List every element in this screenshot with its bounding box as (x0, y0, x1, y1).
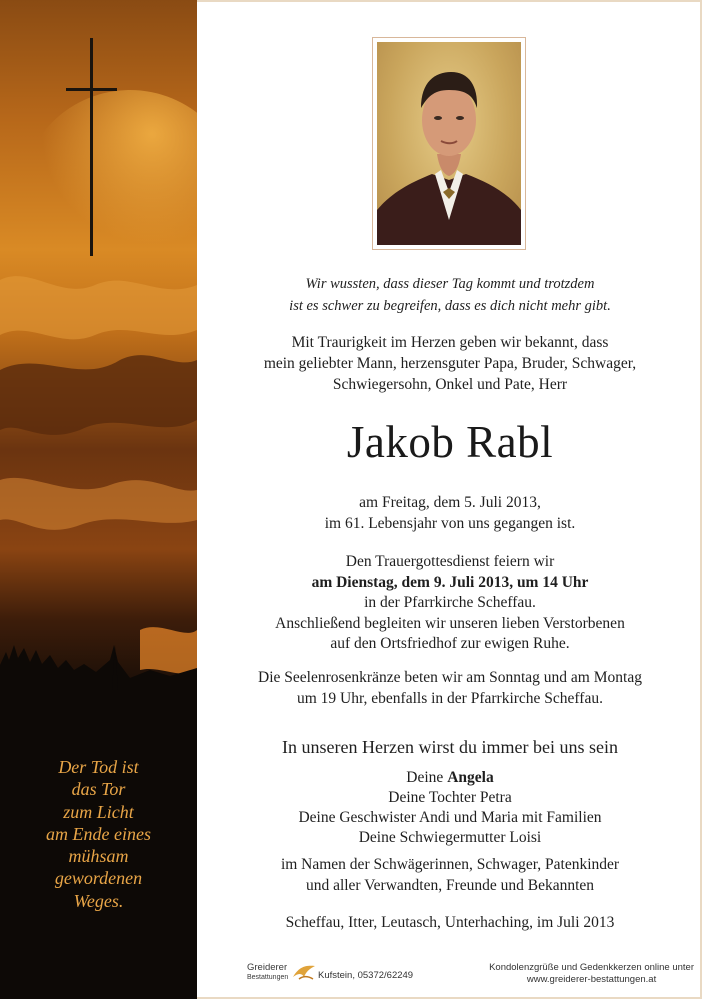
quote-line: Der Tod ist (58, 757, 139, 777)
funeral-service-text (210, 552, 690, 655)
family-line: Deine Geschwister Andi und Maria mit Familien (298, 809, 602, 826)
announcement-line: Mit Traurigkeit im Herzen geben wir bekannt, dass (291, 334, 609, 351)
online-condolences (489, 962, 694, 985)
quote-line: zum Licht (63, 801, 134, 822)
rosary-line: um 19 Uhr, ebenfalls in der Pfarrkirche Scheffau. (297, 689, 603, 707)
intro-line: ist es schwer zu begreifen, dass es dich nicht mehr gibt. (289, 298, 611, 314)
family-prefix: Deine (406, 769, 444, 786)
website-link[interactable]: www.greiderer-bestattungen.at (526, 973, 657, 985)
dove-logo-icon (291, 963, 317, 983)
service-date: am Dienstag, dem 9. Juli 2013, um 14 Uhr (311, 573, 589, 591)
sidebar-quote (0, 756, 197, 912)
death-line: im 61. Lebensjahr von uns gegangen ist. (324, 515, 576, 532)
family-name-angela: Angela (447, 769, 494, 786)
death-line: am Freitag, dem 5. Juli 2013, (359, 494, 541, 511)
quote-line: gewordenen (54, 868, 143, 889)
announcement-line: Schwiegersohn, Onkel und Pate, Herr (332, 376, 568, 393)
service-line: in der Pfarrkirche Scheffau. (364, 594, 536, 611)
family-list (210, 768, 690, 848)
service-line: Den Trauergottesdienst feiern wir (345, 553, 555, 570)
place-date: Scheffau, Itter, Leutasch, Unterhaching, im Juli 2013 (285, 914, 615, 931)
quote-line: mühsam (68, 846, 129, 867)
sidebar-panel (0, 0, 197, 999)
portrait-photo (372, 37, 526, 250)
portrait-image (377, 42, 521, 245)
memorial-line: In unseren Herzen wirst du immer bei uns sein (282, 737, 618, 757)
phone-contact: Kufstein, 05372/62249 (318, 970, 414, 981)
brand-subtitle: Bestattungen (247, 974, 289, 981)
family-line: Deine Schwiegermutter Loisi (358, 829, 542, 846)
quote-line: das Tor (71, 779, 126, 800)
online-line: Kondolenzgrüße und Gedenkkerzen online unter (489, 962, 694, 973)
relatives-text (210, 855, 690, 896)
quote-line: am Ende eines (46, 823, 151, 844)
brand-name: Greiderer (247, 962, 288, 973)
service-line: auf den Ortsfriedhof zur ewigen Ruhe. (330, 635, 570, 652)
announcement-text (210, 332, 690, 395)
rosary-line: Die Seelenrosenkränze beten wir am Sonntag und am Montag (258, 669, 642, 686)
service-line: Anschließend begleiten wir unseren lieben Verstorbenen (275, 614, 625, 632)
footer (244, 960, 694, 992)
funeral-home-brand (247, 963, 288, 983)
death-date-text (210, 492, 690, 534)
family-line: Deine Tochter Petra (388, 789, 512, 806)
deceased-name: Jakob Rabl (346, 417, 554, 467)
relatives-line: und aller Verwandten, Freunde und Bekannten (305, 876, 595, 894)
announcement-line: mein geliebter Mann, herzensguter Papa, Bruder, Schwager, (263, 355, 637, 372)
rosary-text (210, 668, 690, 709)
relatives-line: im Namen der Schwägerinnen, Schwager, Patenkinder (280, 856, 620, 873)
intro-line: Wir wussten, dass dieser Tag kommt und trotzdem (305, 276, 595, 292)
intro-quote (210, 273, 690, 317)
quote-line: Weges. (73, 890, 124, 911)
